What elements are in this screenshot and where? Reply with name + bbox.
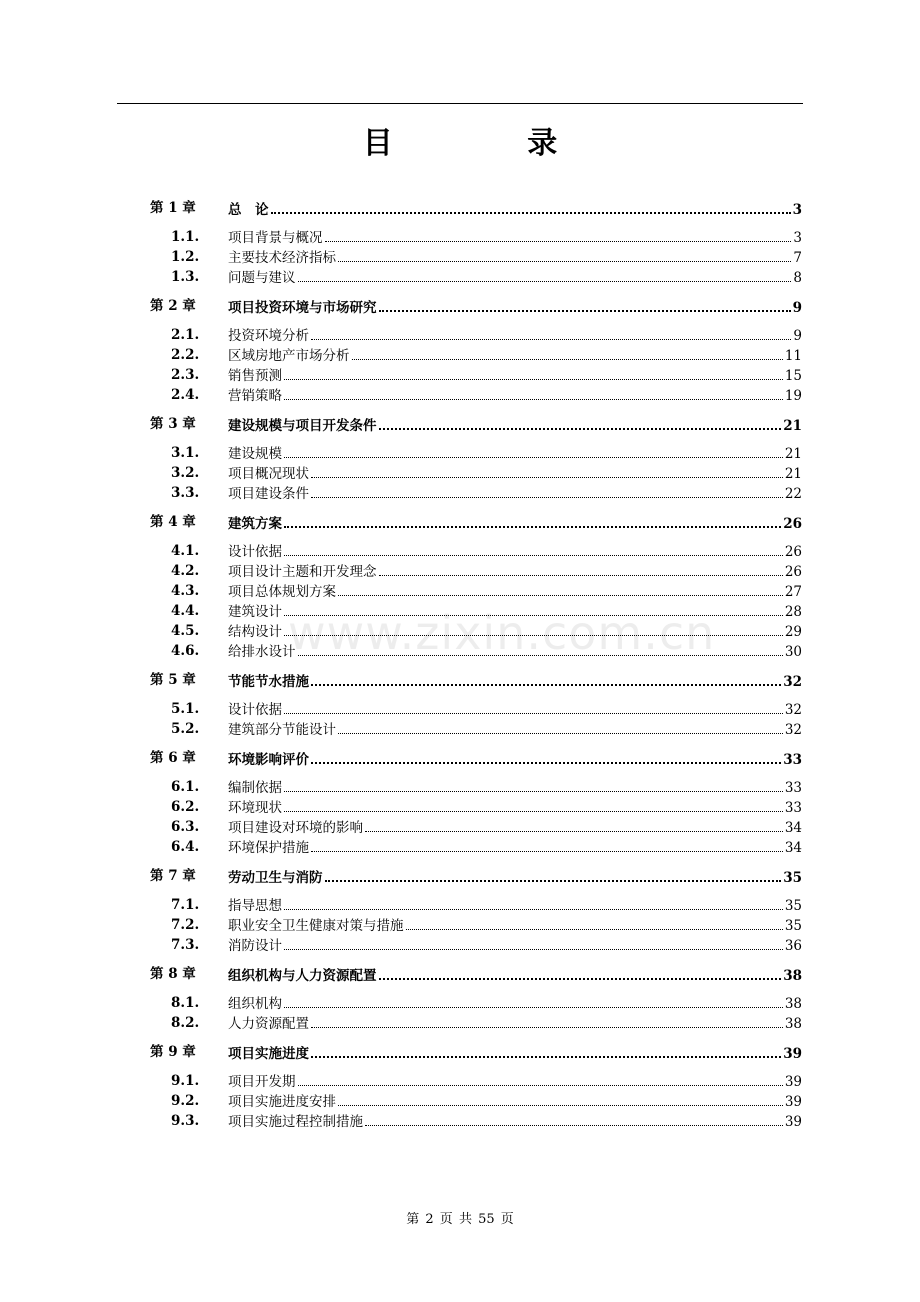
- toc-entry-page: 27: [784, 584, 802, 600]
- toc-section-entry[interactable]: [0, 483, 920, 503]
- toc-entry-title: 项目背景与概况: [228, 230, 323, 246]
- toc-entry-number: 7.3.: [171, 937, 200, 953]
- toc-entry-line: [228, 1042, 802, 1062]
- toc-entry-title: 人力资源配置: [228, 1016, 309, 1032]
- toc-entry-title: 投资环境分析: [228, 328, 309, 344]
- toc-entry-line: [228, 964, 802, 984]
- toc-entry-page: 3: [793, 230, 802, 246]
- toc-entry-line: [228, 601, 802, 621]
- toc-section-entry[interactable]: [0, 541, 920, 561]
- toc-dot-leader: [284, 385, 783, 400]
- toc-section-entry[interactable]: [0, 993, 920, 1013]
- toc-entry-line: [228, 895, 802, 915]
- toc-entry-line: [228, 541, 802, 561]
- toc-dot-leader: [284, 512, 781, 528]
- toc-entry-number: 6.3.: [171, 819, 200, 835]
- toc-entry-title: 节能节水措施: [228, 674, 309, 690]
- footer-total-pages: 55: [478, 1212, 495, 1227]
- toc-entry-page: 26: [783, 516, 802, 532]
- toc-entry-number: 9.3.: [171, 1113, 200, 1129]
- toc-entry-line: [228, 837, 802, 857]
- toc-dot-leader: [311, 837, 783, 852]
- toc-dot-leader: [284, 621, 783, 636]
- toc-entry-title: 营销策略: [228, 388, 282, 404]
- toc-entry-page: 38: [784, 996, 802, 1012]
- toc-entry-title: 设计依据: [228, 544, 282, 560]
- toc-dot-leader: [311, 670, 781, 686]
- toc-dot-leader: [406, 915, 783, 930]
- toc-dot-leader: [284, 365, 783, 380]
- toc-entry-title: 给排水设计: [228, 644, 296, 660]
- toc-dot-leader: [311, 483, 783, 498]
- toc-entry-number: 9.2.: [171, 1093, 200, 1109]
- toc-section-entry[interactable]: [0, 1091, 920, 1111]
- toc-entry-title: 环境影响评价: [228, 752, 309, 768]
- toc-dot-leader: [284, 993, 783, 1008]
- toc-entry-line: [228, 699, 802, 719]
- toc-entry-page: 15: [784, 368, 802, 384]
- toc-entry-number: 第 7 章: [150, 868, 196, 884]
- toc-entry-number: 6.2.: [171, 799, 200, 815]
- toc-section-entry[interactable]: [0, 561, 920, 581]
- toc-entry-page: 9: [793, 328, 802, 344]
- toc-entry-title: 项目总体规划方案: [228, 584, 336, 600]
- toc-entry-title: 建筑部分节能设计: [228, 722, 336, 738]
- toc-chapter-entry[interactable]: [0, 866, 920, 886]
- toc-section-entry[interactable]: [0, 817, 920, 837]
- page-title: 目 录: [362, 126, 620, 161]
- toc-dot-leader: [365, 1111, 783, 1126]
- toc-section-entry[interactable]: [0, 915, 920, 935]
- toc-entry-number: 第 9 章: [150, 1044, 196, 1060]
- toc-entry-page: 22: [784, 486, 802, 502]
- toc-dot-leader: [311, 325, 791, 340]
- toc-entry-number: 第 3 章: [150, 416, 196, 432]
- toc-section-entry[interactable]: [0, 895, 920, 915]
- toc-entry-line: [228, 748, 802, 768]
- toc-entry-number: 4.4.: [171, 603, 200, 619]
- toc-entry-title: 建设规模与项目开发条件: [228, 418, 377, 434]
- toc-entry-page: 30: [784, 644, 802, 660]
- toc-entry-page: 9: [792, 300, 802, 316]
- toc-entry-title: 编制依据: [228, 780, 282, 796]
- toc-dot-leader: [379, 561, 783, 576]
- toc-entry-number: 4.1.: [171, 543, 200, 559]
- toc-entry-line: [228, 777, 802, 797]
- toc-entry-title: 项目设计主题和开发理念: [228, 564, 377, 580]
- toc-entry-number: 8.2.: [171, 1015, 200, 1031]
- toc-chapter-entry[interactable]: [0, 964, 920, 984]
- footer-page-word: 页: [439, 1212, 453, 1227]
- toc-dot-leader: [338, 719, 783, 734]
- toc-entry-line: [228, 1091, 802, 1111]
- toc-entry-page: 8: [793, 270, 802, 286]
- toc-entry-line: [228, 621, 802, 641]
- toc-entry-number: 1.1.: [171, 229, 200, 245]
- toc-entry-number: 7.1.: [171, 897, 200, 913]
- toc-section-entry[interactable]: [0, 935, 920, 955]
- toc-entry-number: 5.1.: [171, 701, 200, 717]
- toc-entry-page: 34: [784, 840, 802, 856]
- toc-entry-title: 项目投资环境与市场研究: [228, 300, 377, 316]
- toc-entry-page: 19: [784, 388, 802, 404]
- toc-dot-leader: [284, 541, 783, 556]
- toc-entry-line: [228, 247, 802, 267]
- toc-entry-title: 项目实施进度: [228, 1046, 309, 1062]
- toc-entry-number: 第 6 章: [150, 750, 196, 766]
- toc-entry-page: 35: [783, 870, 802, 886]
- watermark: www.zixin.com.cn: [288, 606, 716, 660]
- toc-entry-line: [228, 719, 802, 739]
- toc-section-entry[interactable]: [0, 385, 920, 405]
- toc-chapter-entry[interactable]: [0, 1042, 920, 1062]
- toc-entry-line: [228, 935, 802, 955]
- toc-dot-leader: [325, 227, 792, 242]
- toc-entry-page: 33: [783, 752, 802, 768]
- toc-entry-title: 环境保护措施: [228, 840, 309, 856]
- toc-section-entry[interactable]: [0, 345, 920, 365]
- toc-section-entry[interactable]: [0, 699, 920, 719]
- toc-entry-page: 28: [784, 604, 802, 620]
- toc-dot-leader: [298, 1071, 783, 1086]
- toc-dot-leader: [284, 797, 783, 812]
- toc-entry-title: 销售预测: [228, 368, 282, 384]
- toc-dot-leader: [311, 748, 781, 764]
- toc-entry-line: [228, 1111, 802, 1131]
- toc-chapter-entry[interactable]: [0, 414, 920, 434]
- toc-entry-page: 21: [784, 446, 802, 462]
- toc-entry-title: 消防设计: [228, 938, 282, 954]
- toc-entry-line: [228, 1013, 802, 1033]
- toc-entry-number: 第 4 章: [150, 514, 196, 530]
- toc-entry-title: 建设规模: [228, 446, 282, 462]
- toc-section-entry[interactable]: [0, 443, 920, 463]
- toc-section-entry[interactable]: [0, 777, 920, 797]
- toc-entry-number: 7.2.: [171, 917, 200, 933]
- toc-section-entry[interactable]: [0, 641, 920, 661]
- toc-entry-line: [228, 443, 802, 463]
- toc-entry-page: 38: [784, 1016, 802, 1032]
- toc-entry-page: 32: [784, 702, 802, 718]
- toc-entry-page: 26: [784, 564, 802, 580]
- toc-section-entry[interactable]: [0, 719, 920, 739]
- toc-entry-page: 39: [784, 1074, 802, 1090]
- toc-entry-number: 3.2.: [171, 465, 200, 481]
- toc-entry-title: 问题与建议: [228, 270, 296, 286]
- toc-chapter-entry[interactable]: [0, 296, 920, 316]
- toc-entry-page: 39: [783, 1046, 802, 1062]
- toc-section-entry[interactable]: [0, 1071, 920, 1091]
- toc-entry-line: [228, 581, 802, 601]
- toc-entry-number: 第 1 章: [150, 200, 196, 216]
- toc-entry-title: 建筑方案: [228, 516, 282, 532]
- toc-entry-title: 项目实施过程控制措施: [228, 1114, 363, 1130]
- toc-entry-title: 职业安全卫生健康对策与措施: [228, 918, 404, 934]
- toc-entry-number: 第 5 章: [150, 672, 196, 688]
- footer-suffix: 页: [500, 1212, 514, 1227]
- toc-entry-page: 33: [784, 780, 802, 796]
- toc-entry-number: 2.2.: [171, 347, 200, 363]
- toc-dot-leader: [338, 581, 783, 596]
- toc-entry-number: 4.6.: [171, 643, 200, 659]
- toc-chapter-entry[interactable]: [0, 512, 920, 532]
- toc-entry-title: 项目建设对环境的影响: [228, 820, 363, 836]
- toc-section-entry[interactable]: [0, 581, 920, 601]
- toc-entry-title: 总 论: [228, 202, 269, 218]
- toc-chapter-entry[interactable]: [0, 748, 920, 768]
- toc-entry-number: 4.2.: [171, 563, 200, 579]
- toc-entry-title: 指导思想: [228, 898, 282, 914]
- toc-entry-page: 39: [784, 1114, 802, 1130]
- toc-entry-title: 项目概况现状: [228, 466, 309, 482]
- toc-chapter-entry[interactable]: [0, 198, 920, 218]
- toc-dot-leader: [325, 866, 782, 882]
- toc-entry-line: [228, 817, 802, 837]
- toc-dot-leader: [311, 1013, 783, 1028]
- toc-entry-number: 1.2.: [171, 249, 200, 265]
- toc-entry-number: 第 8 章: [150, 966, 196, 982]
- toc-section-entry[interactable]: [0, 247, 920, 267]
- toc-entry-line: [228, 993, 802, 1013]
- toc-entry-line: [228, 227, 802, 247]
- toc-entry-number: 5.2.: [171, 721, 200, 737]
- page-footer: [0, 1208, 920, 1227]
- toc-entry-number: 2.4.: [171, 387, 200, 403]
- toc-section-entry[interactable]: [0, 837, 920, 857]
- toc-entry-number: 4.3.: [171, 583, 200, 599]
- toc-entry-page: 3: [792, 202, 802, 218]
- toc-entry-number: 9.1.: [171, 1073, 200, 1089]
- toc-dot-leader: [379, 964, 782, 980]
- toc-entry-page: 7: [793, 250, 802, 266]
- toc-entry-page: 32: [783, 674, 802, 690]
- toc-chapter-entry[interactable]: [0, 670, 920, 690]
- toc-section-entry[interactable]: [0, 365, 920, 385]
- toc-entry-title: 项目建设条件: [228, 486, 309, 502]
- toc-entry-title: 劳动卫生与消防: [228, 870, 323, 886]
- toc-dot-leader: [284, 699, 783, 714]
- toc-section-entry[interactable]: [0, 621, 920, 641]
- toc-dot-leader: [338, 1091, 783, 1106]
- toc-dot-leader: [271, 198, 791, 214]
- toc-entry-number: 3.3.: [171, 485, 200, 501]
- toc-entry-page: 35: [784, 898, 802, 914]
- toc-entry-number: 6.1.: [171, 779, 200, 795]
- toc-entry-number: 第 2 章: [150, 298, 196, 314]
- toc-entry-title: 组织机构与人力资源配置: [228, 968, 377, 984]
- toc-dot-leader: [352, 345, 783, 360]
- toc-dot-leader: [338, 247, 791, 262]
- toc-section-entry[interactable]: [0, 325, 920, 345]
- toc-entry-title: 环境现状: [228, 800, 282, 816]
- toc-entry-line: [228, 325, 802, 345]
- toc-entry-page: 32: [784, 722, 802, 738]
- toc-entry-line: [228, 267, 802, 287]
- toc-dot-leader: [365, 817, 783, 832]
- toc-dot-leader: [298, 641, 783, 656]
- toc-entry-line: [228, 463, 802, 483]
- toc-entry-number: 6.4.: [171, 839, 200, 855]
- toc-entry-title: 项目实施进度安排: [228, 1094, 336, 1110]
- toc-entry-page: 35: [784, 918, 802, 934]
- toc-entry-title: 项目开发期: [228, 1074, 296, 1090]
- toc-entry-line: [228, 561, 802, 581]
- toc-section-entry[interactable]: [0, 1111, 920, 1131]
- toc-entry-number: 3.1.: [171, 445, 200, 461]
- toc-dot-leader: [379, 296, 791, 312]
- toc-dot-leader: [284, 895, 783, 910]
- toc-section-entry[interactable]: [0, 227, 920, 247]
- toc-entry-line: [228, 797, 802, 817]
- toc-entry-line: [228, 670, 802, 690]
- toc-entry-line: [228, 296, 802, 316]
- toc-section-entry[interactable]: [0, 1013, 920, 1033]
- toc-entry-number: 8.1.: [171, 995, 200, 1011]
- toc-entry-line: [228, 915, 802, 935]
- toc-entry-line: [228, 512, 802, 532]
- toc-entry-page: 39: [784, 1094, 802, 1110]
- toc-entry-line: [228, 1071, 802, 1091]
- toc-section-entry[interactable]: [0, 797, 920, 817]
- toc-entry-title: 结构设计: [228, 624, 282, 640]
- toc-entry-line: [228, 483, 802, 503]
- toc-entry-line: [228, 198, 802, 218]
- toc-dot-leader: [284, 777, 783, 792]
- toc-dot-leader: [298, 267, 792, 282]
- toc-dot-leader: [284, 443, 783, 458]
- toc-entry-title: 组织机构: [228, 996, 282, 1012]
- toc-entry-number: 2.3.: [171, 367, 200, 383]
- toc-entry-page: 21: [784, 466, 802, 482]
- footer-prefix: 第: [406, 1212, 420, 1227]
- toc-entry-line: [228, 866, 802, 886]
- toc-entry-page: 21: [783, 418, 802, 434]
- toc-entry-page: 36: [784, 938, 802, 954]
- toc-entry-page: 26: [784, 544, 802, 560]
- toc-entry-title: 建筑设计: [228, 604, 282, 620]
- toc-entry-line: [228, 385, 802, 405]
- toc-entry-title: 区域房地产市场分析: [228, 348, 350, 364]
- toc-entry-title: 设计依据: [228, 702, 282, 718]
- toc-dot-leader: [284, 935, 783, 950]
- toc-entry-page: 29: [784, 624, 802, 640]
- toc-dot-leader: [311, 463, 783, 478]
- toc-dot-leader: [311, 1042, 781, 1058]
- footer-current-page: 2: [425, 1212, 434, 1227]
- toc-section-entry[interactable]: [0, 463, 920, 483]
- toc-section-entry[interactable]: [0, 267, 920, 287]
- toc-entry-number: 4.5.: [171, 623, 200, 639]
- footer-total-prefix: 共: [458, 1212, 472, 1227]
- toc-entry-line: [228, 414, 802, 434]
- toc-dot-leader: [284, 601, 783, 616]
- toc-section-entry[interactable]: [0, 601, 920, 621]
- toc-entry-page: 34: [784, 820, 802, 836]
- toc-entry-number: 2.1.: [171, 327, 200, 343]
- toc-entry-line: [228, 641, 802, 661]
- toc-entry-number: 1.3.: [171, 269, 200, 285]
- toc-dot-leader: [379, 414, 782, 430]
- toc-entry-page: 33: [784, 800, 802, 816]
- toc-entry-title: 主要技术经济指标: [228, 250, 336, 266]
- toc-entry-page: 38: [783, 968, 802, 984]
- toc-entry-line: [228, 365, 802, 385]
- toc-entry-line: [228, 345, 802, 365]
- toc-entry-page: 11: [784, 348, 802, 364]
